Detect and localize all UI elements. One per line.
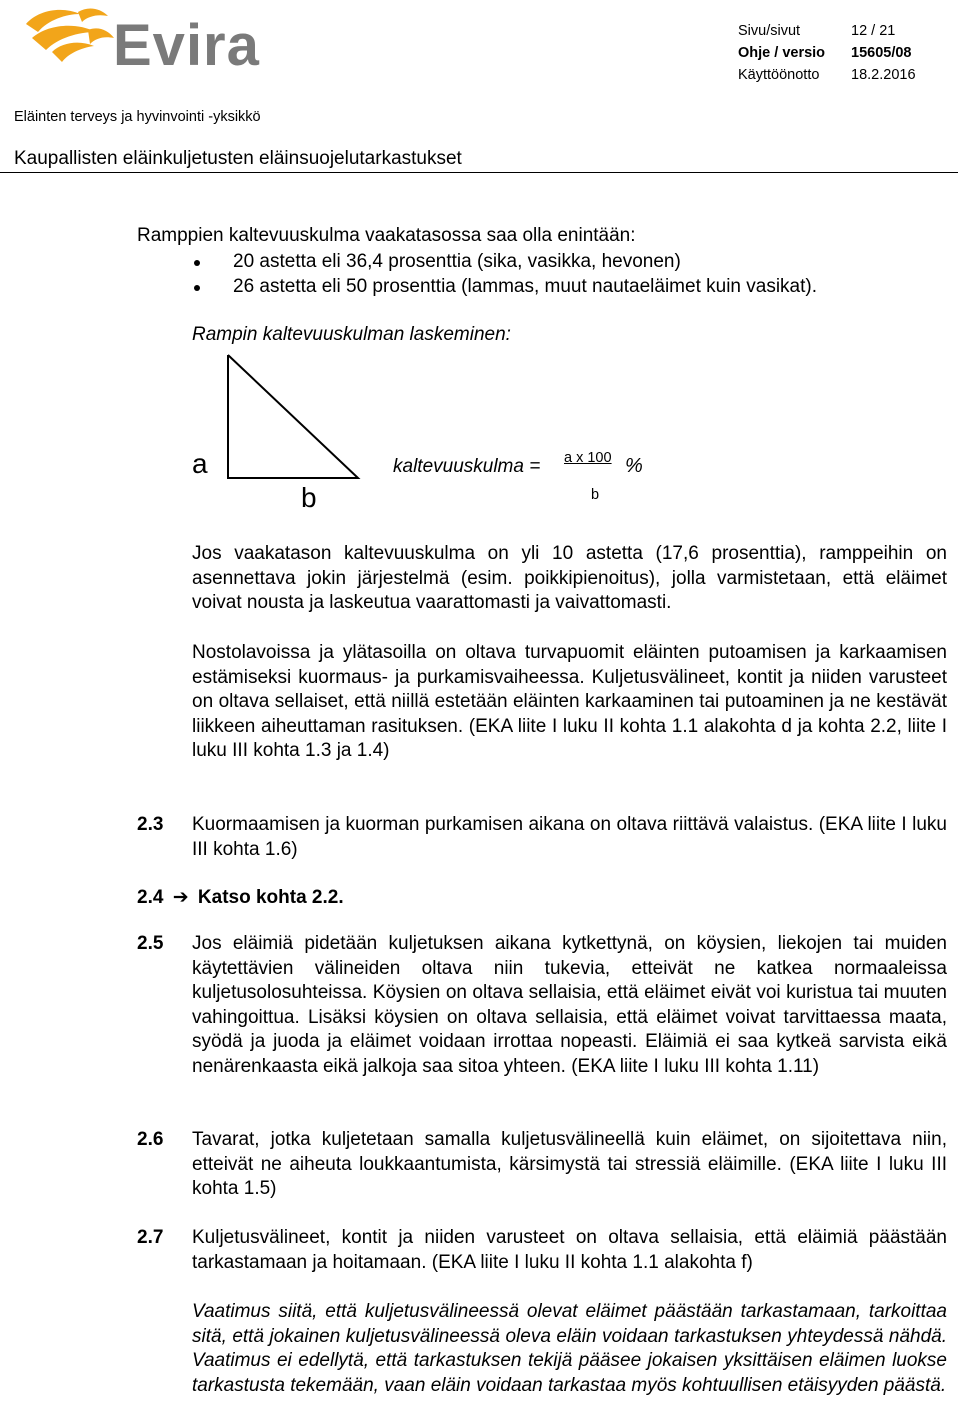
meta-value-date: 18.2.2016 <box>851 67 916 83</box>
formula-b: b <box>301 482 317 513</box>
formula-label: kaltevuuskulma = <box>393 456 541 477</box>
list-item: 26 astetta eli 50 prosenttia (lammas, muut nautaeläimet kuin vasikat). <box>192 275 817 300</box>
section-2-4 <box>137 885 344 911</box>
header-meta-block <box>738 20 953 86</box>
ramp-bullet-list <box>192 250 817 299</box>
evira-logo <box>18 2 278 84</box>
formula-percent: % <box>625 455 643 477</box>
arrow-right-icon: ➔ <box>172 886 189 908</box>
section-2-7-number: 2.7 <box>137 1227 164 1248</box>
document-title: Kaupallisten eläinkuljetusten eläinsuojelutarkastukset <box>14 148 462 169</box>
section-2-5-text: Jos eläimiä pidetään kuljetuksen aikana kytkettynä, on köysien, liekojen tai muiden käytettävien välineiden oltava niin tukevia, etteivät ne katkea normaaleissa kuljetusolosuhteissa. Köysien on oltava sellaisia, että eläimet eivät voi kuristua tai muuten vahingoittua. Lisäksi köysien on oltava sellaisia, että eläimet voivat tarvittaessa maata, syödä ja juoda ja eläimet voidaan irrottaa nopeasti. Eläimiä ei saa kytkeä sarvista eikä nenärenkaasta eikä jalkoja saa sitoa yhteen. (EKA liite I luku III kohta 1.11) <box>192 933 947 1077</box>
ramp-intro: Ramppien kaltevuuskulma vaakatasossa saa olla enintään: <box>137 225 636 246</box>
section-2-4-text: Katso kohta 2.2. <box>197 887 344 908</box>
meta-label-date: Käyttöönotto <box>738 67 820 83</box>
logo-wordmark: Evira <box>113 13 260 78</box>
ramp-triangle-diagram <box>225 352 365 482</box>
paragraph-nostolava: Nostolavoissa ja ylätasoilla on oltava turvapuomit eläinten putoamisen ja karkaamisen estämiseksi kuormaus- ja purkamisvaiheessa. Kuljetusvälineet, kontit ja niiden varusteet on oltava sellaiset, että niillä estetään eläinten karkaaminen tai putoaminen ja ne kestävät liikkeen aiheuttaman rasituksen. (EKA liite I luku II kohta 1.1 alakohta d ja kohta 2.2, liite I luku III kohta 1.3 ja 1.4) <box>192 642 947 762</box>
unit-name: Eläinten terveys ja hyvinvointi -yksikkö <box>14 109 261 125</box>
paragraph-over-10-degrees: Jos vaakatason kaltevuuskulma on yli 10 astetta (17,6 prosenttia), ramppeihin on asennettava jokin järjestelmä (esim. poikkipienoitus), jolla varmistetaan, että eläimet voivat nousta ja laskeutua vaarattomasti ja vaivattomasti. <box>192 543 947 614</box>
section-2-3-number: 2.3 <box>137 814 164 835</box>
section-2-4-number: 2.4 <box>137 887 164 908</box>
header-rule <box>0 172 958 173</box>
triangle-shape <box>228 355 358 478</box>
italic-note: Vaatimus siitä, että kuljetusvälineessä olevat eläimet päästään tarkastamaan, tarkoittaa sitä, että jokainen kuljetusvälineessä oleva eläin voidaan tarkastuksen yhteydessä nähdä. Vaatimus ei edellytä, että tarkastuksen tekijä pääsee jokaisen yksittäisen eläimen luokse tarkastusta tekemään, vaan eläin voidaan tarkastaa myös kohtuullisen etäisyyden päästä. <box>192 1301 947 1396</box>
formula-denominator: b <box>591 487 600 503</box>
section-2-6-number: 2.6 <box>137 1129 164 1150</box>
section-2-6-text: Tavarat, jotka kuljetetaan samalla kuljetusvälineellä kuin eläimet, on sijoitettava niin, etteivät ne aiheuta loukkaantumista, kärsimystä tai stressiä eläimille. (EKA liite I luku III kohta 1.5) <box>192 1129 947 1200</box>
meta-label-page: Sivu/sivut <box>738 23 801 39</box>
section-2-5-number: 2.5 <box>137 933 164 954</box>
evira-wheat-icon <box>18 2 118 84</box>
section-2-3-text: Kuormaamisen ja kuorman purkamisen aikana on oltava riittävä valaistus. (EKA liite I luku III kohta 1.6) <box>192 814 947 860</box>
calc-title: Rampin kaltevuuskulman laskeminen: <box>192 324 511 345</box>
section-2-7-text: Kuljetusvälineet, kontit ja niiden varusteet on oltava sellaisia, että eläimiä päästään tarkastamaan ja hoitamaan. (EKA liite I luku II kohta 1.1 alakohta f) <box>192 1227 947 1273</box>
meta-value-version: 15605/08 <box>851 45 912 61</box>
formula-a: a <box>192 448 208 479</box>
list-item: 20 astetta eli 36,4 prosenttia (sika, vasikka, hevonen) <box>192 250 817 275</box>
meta-label-version: Ohje / versio <box>738 45 826 61</box>
meta-value-page: 12 / 21 <box>851 23 896 39</box>
formula-numerator: a x 100 <box>564 450 612 466</box>
